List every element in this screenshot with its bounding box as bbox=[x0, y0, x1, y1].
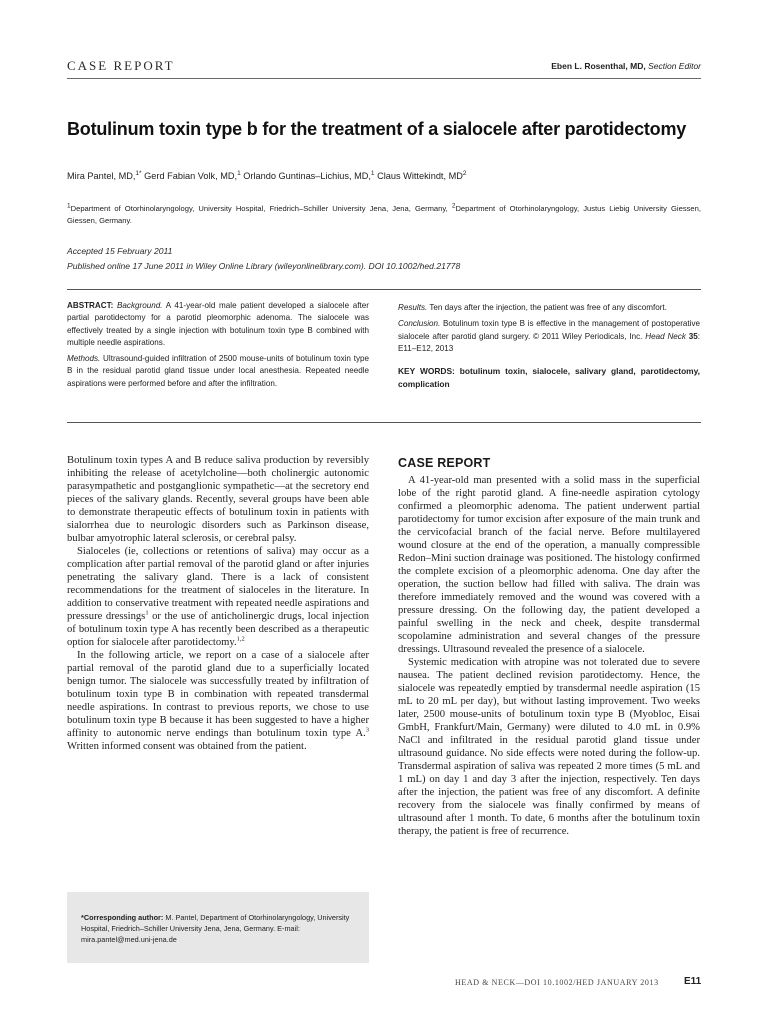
abstract-right-column bbox=[398, 302, 700, 394]
section-editor: Eben L. Rosenthal, MD, Section Editor bbox=[551, 61, 701, 71]
accepted-date: Accepted 15 February 2011 bbox=[67, 246, 173, 256]
case-report-heading: CASE REPORT bbox=[398, 456, 491, 470]
abstract-conclusion: Conclusion. Botulinum toxin type B is effective in the management of postoperative sialocele after parotid gland surgery. © 2011 Wiley Periodicals, Inc. Head Neck 35: E11–E12, 2013 bbox=[398, 319, 700, 353]
page-number: E11 bbox=[684, 976, 702, 987]
intro-paragraph: In the following article, we report on a case of a sialocele after partial removal of the parotid gland due to a superficially located benign tumor. The sialocele was successfully treated by infiltration of botulinum toxin type B in combination with repeated transdermal needle aspirations. In contrast to previous reports, we chose to use botulinum toxin type B because it has been suggested to have a higher affinity to autonomic nerve endings than botulinum toxin type A.$^3$ Written informed consent was obtained from the patient. bbox=[67, 650, 369, 752]
abstract-left-column bbox=[67, 300, 369, 394]
author-name: Orlando Guntinas–Lichius, MD, bbox=[240, 171, 371, 181]
intro-paragraph: Sialoceles (ie, collections or retentions of saliva) may occur as a complication after partial removal of the parotid gland or after injuries penetrating the salivary gland. There is a lack of consistent recommendations for the treatment of sialoceles in the literature. In addition to conservative treatment with repeated needle aspirations and pressure dressings$^1$ or the use of anticholinergic drugs, local injection of botulinum toxin type A has recently been described as a therapeutic option for sialocele after parotidectomy.$^{1,2}$ bbox=[67, 546, 370, 648]
abstract-box bbox=[67, 289, 701, 423]
intro-paragraph: Botulinum toxin types A and B reduce saliva production by reversibly inhibiting the release of acetylcholine—both cholinergic autonomic parasympathetic and postganglionic sympathetic—at the secretory end pieces of the salivary glands. Recently, several groups have been able to demonstrate therapeutic effects of botulinum toxin in patients with sialorrhea due to neurologic disorders such as Parkinson disease, bulbar amyotrophic lateral sclerosis, or cerebral palsy. bbox=[67, 455, 369, 544]
author-name: Claus Wittekindt, MD bbox=[374, 171, 463, 181]
running-header bbox=[67, 58, 701, 79]
author-name: Gerd Fabian Volk, MD, bbox=[141, 171, 238, 181]
author-name: Mira Pantel, MD, bbox=[67, 171, 136, 181]
article-title: Botulinum toxin type b for the treatment of a sialocele after parotidectomy bbox=[67, 119, 687, 139]
publication-dates bbox=[67, 244, 707, 274]
abstract-results: Results. Ten days after the injection, the patient was free of any discomfort. bbox=[398, 303, 667, 312]
abstract-background: ABSTRACT: Background. A 41-year-old male patient developed a sialocele after partial parotidectomy for a parotid pleomorphic adenoma. The sialocele was effectively treated by a single injection with botulinum toxin type B combined with multiple needle aspirations. bbox=[67, 301, 370, 347]
case-paragraph: A 41-year-old man presented with a solid mass in the superficial lobe of the right parotid gland. A fine-needle aspiration cytology confirmed a pleomorphic adenoma. The patient underwent partial parotidectomy for tumor excision after exposure of the main trunk and the cervicofacial branch of the facial nerve. Before multilayered wound closure at the end of the operation, a manually compressible Redon–Mini suction drainage was positioned. The histology confirmed the complete excision of a pleomorphic adenoma. One day after the operation, the suction bellow had filled with saliva. The drain was therefore immediately removed and the wound was covered with a pressure dressing. On the following day, the patient developed a painful swelling in the neck and cheek, despite transdermal scopolamine administration and several changes of the pressure dressings. Ultrasound revealed the presence of a sialocele. bbox=[398, 475, 700, 655]
introduction-column bbox=[67, 454, 369, 753]
case-paragraph: Systemic medication with atropine was not tolerated due to severe nausea. The patient declined revision parotidectomy. Hence, the sialocele was repeatedly emptied by transdermal needle aspiration (15 mL to 20 mL per day), but without lasting improvement. Two weeks later, 2500 mouse-units of botulinum toxin type B (Myobloc, Eisai GmbH, Frankfurt/Main, Germany) were diluted to 4.0 mL in 0.9% NaCl and infiltrated in the residual parotid gland tissue under ultrasound guidance. No side effects were noted during the follow-up. Transdermal aspiration of saliva was repeated 2 more times (5 mL and 1 mL) on day 1 and day 3 after the injection, respectively. Ten days after the injection, the patient was free of any discomfort. A definite recovery from the sialocele was finally confirmed by means of ultrasound after 1 month. To date, 6 months after the botulinum toxin therapy, the patient is free of recurrence. bbox=[398, 657, 700, 837]
corresponding-author-note: *Corresponding author: M. Pantel, Department of Otorhinolaryngology, University Hospital, Friedrich–Schiller University Jena, Jena, Germany. E-mail: mira.pantel@med.uni-jena.de bbox=[81, 913, 350, 944]
abstract-methods: Methods. Ultrasound-guided infiltration of 2500 mouse-units of botulinum toxin type B in the residual parotid gland tissue under local anesthesia. Repeated needle aspirations were performed before and after the infiltration. bbox=[67, 354, 369, 388]
section-label: CASE REPORT bbox=[67, 58, 175, 73]
affiliations: $^1$Department of Otorhinolaryngology, University Hospital, Friedrich–Schiller University Jena, Jena, Germany, $^2$Department of Otorhinolaryngology, Justus Liebig University Giessen, Giessen, Germany. bbox=[67, 202, 701, 225]
case-report-column bbox=[398, 474, 700, 838]
corresponding-author-box bbox=[67, 892, 369, 963]
author-list: Mira Pantel, MD,$^{1*}$ Gerd Fabian Volk, MD,$^1$ Orlando Guntinas–Lichius, MD,$^1$ Claus Wittekindt, $MD^2$ bbox=[67, 169, 467, 181]
running-footer: HEAD & NECK—DOI 10.1002/HED JANUARY 2013 bbox=[455, 978, 659, 987]
key-words: KEY WORDS: botulinum toxin, sialocele, salivary gland, parotidectomy, complication bbox=[398, 366, 700, 389]
published-online: Published online 17 June 2011 in Wiley Online Library (wileyonlinelibrary.com). DOI 10.1002/hed.21778 bbox=[67, 261, 461, 271]
